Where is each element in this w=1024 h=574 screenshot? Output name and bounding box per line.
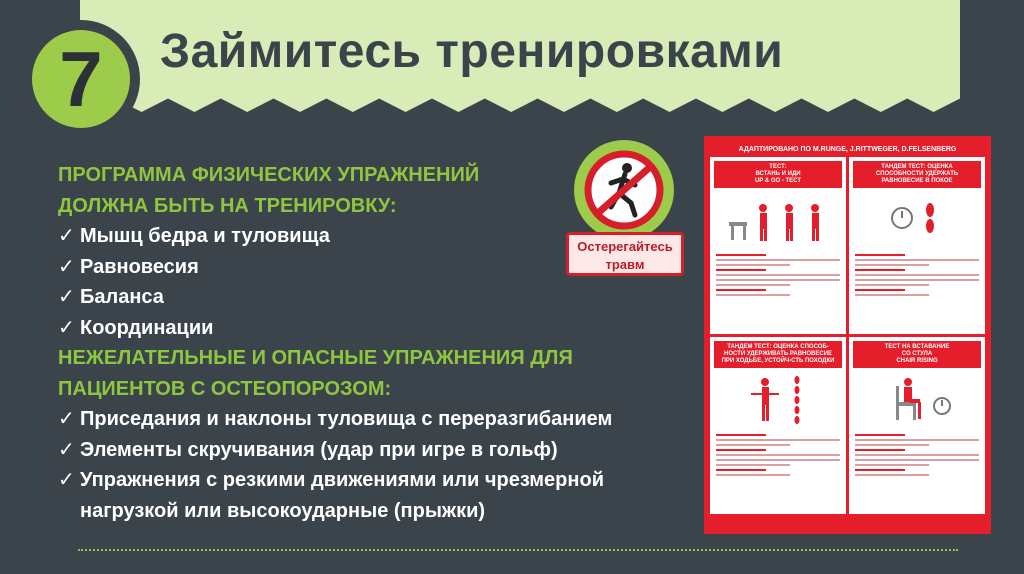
poster-panel-up-go [710,157,846,334]
dangerous-heading-line: ПАЦИЕНТОВ С ОСТЕОПОРОЗОМ: [58,377,392,400]
warning-label-line: травм [605,257,645,272]
list-item-text: Мышц бедра и туловища [80,225,330,247]
panel-description [849,427,985,483]
panel-title-line: ТЕСТ: [769,164,787,170]
list-item-text: Элементы скручивания (удар при игре в гольф) [80,438,558,461]
list-item [58,404,698,435]
dangerous-heading-line: НЕЖЕЛАТЕЛЬНЫЕ И ОПАСНЫЕ УПРАЖНЕНИЯ ДЛЯ [58,347,573,369]
injury-warning [566,140,690,288]
chair-rising-illustration [862,372,972,427]
panel-title [853,341,981,368]
panel-title-line: ТАНДЕМ ТЕСТ: ОЦЕНКА [881,164,953,170]
slide-number-badge [22,20,140,138]
panel-title-line: СО СТУЛА [901,351,933,357]
poster-grid [710,157,985,514]
dangerous-heading [58,343,698,404]
panel-description [849,247,985,303]
panel-title-line: ПРИ ХОДЬБЕ, УСТОЙЧ-СТЬ ПОХОДКИ [721,358,835,364]
panel-title [714,341,842,368]
list-item-text: Приседания и наклоны туловища с переразгибанием [80,408,613,430]
stopwatch-footprints-illustration [862,192,972,247]
panel-title-line: РАВНОВЕСИЕ В ПОКОЕ [881,178,953,184]
panel-title-line: ТАНДЕМ ТЕСТ: ОЦЕНКА СПОСОБ- [727,344,829,350]
panel-title [853,161,981,188]
panel-title-line: ВСТАНЬ И ИДИ [755,171,801,177]
panel-title-line: UP & GO - ТЕСТ [754,178,802,184]
checkmark-icon: ✓ [58,286,75,308]
list-item-text: Баланса [80,286,164,308]
panel-description [710,427,846,483]
panel-title-line: CHAIR RISING [896,358,938,364]
walking-figures-illustration [723,192,833,247]
panel-title [714,161,842,188]
list-item [58,465,698,526]
panel-description [710,247,846,303]
list-item-text: Упражнения с резкими движениями или чрезмерной нагрузкой или высокоударные (прыжки) [80,469,604,522]
checkmark-icon: ✓ [58,316,75,339]
checkmark-icon: ✓ [58,255,75,278]
poster-panel-chair-rising [849,337,985,514]
slide-number: 7 [32,30,130,128]
list-item-text: Равновесия [80,255,199,278]
list-item [58,435,698,466]
checkmark-icon: ✓ [58,225,75,247]
checkmark-icon: ✓ [58,438,75,461]
poster-panel-tandem-walk [710,337,846,514]
footer-dotted-divider [78,549,958,551]
panel-title-line: ТЕСТ НА ВСТАВАНИЕ [884,344,950,350]
slide-title: Займитесь тренировками [160,25,784,78]
checkmark-icon: ✓ [58,408,75,430]
panel-title-line: НОСТИ УДЕРЖИВАТЬ РАВНОВЕСИЕ [723,351,833,357]
list-item [58,313,698,344]
warning-label [566,232,684,276]
poster-panel-tandem-stand [849,157,985,334]
panel-title-line: СПОСОБНОСТИ УДЕРЖАТЬ [875,171,959,177]
poster-header: АДАПТИРОВАНО ПО M.RUNGE, J.RITTWEGER, D.FELSENBERG [738,146,957,153]
warning-label-line: Остерегайтесь [577,239,673,254]
list-item-text: Координации [80,316,214,339]
checkmark-icon: ✓ [58,469,75,491]
fall-risk-poster [704,136,991,534]
tandem-walk-illustration [723,372,833,427]
training-heading-line: ПРОГРАММА ФИЗИЧЕСКИХ УПРАЖНЕНИЙ [58,164,480,186]
training-heading-line: ДОЛЖНА БЫТЬ НА ТРЕНИРОВКУ: [58,194,397,217]
no-running-icon [583,149,665,231]
